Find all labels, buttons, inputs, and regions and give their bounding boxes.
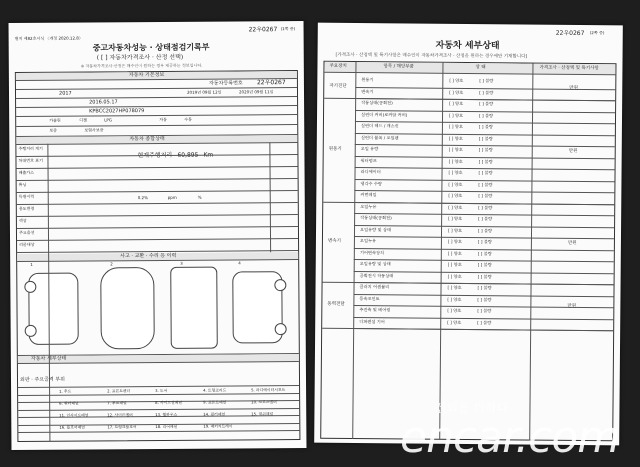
status-option: [ ] 양호	[447, 296, 462, 302]
part-label: 13. 휠하우스	[155, 411, 178, 418]
detail-item-label: 작동상태(공회전)	[360, 215, 392, 221]
basic-info-header: 자동차 기본정보	[128, 71, 165, 79]
car-diagram-top	[100, 267, 155, 349]
detail-item-label: 오일 유량	[360, 146, 379, 152]
summary-row-label: 색상	[18, 217, 27, 223]
detail-item-label: 추진축 및 베어링	[359, 307, 391, 313]
detail-item-label: 라디에이터	[360, 169, 381, 175]
summary-row-label: 용도변경	[18, 205, 35, 211]
detail-item-label: 실린더 블록 / 오일팬	[360, 134, 399, 140]
car-label-3: 3	[180, 260, 183, 266]
first-registration: 2016.05.17	[89, 99, 118, 106]
summary-row-label: 리콜대상	[19, 241, 35, 247]
status-option: [ ] 양호	[447, 238, 462, 244]
status-option: [ ] 불량	[478, 204, 493, 210]
detail-item-label: 오일유량 및 상태	[360, 226, 392, 232]
summary-row-label: 특별이력	[18, 193, 35, 199]
warranty-option-0: 보증	[49, 127, 58, 133]
car-label-2: 2	[110, 261, 113, 267]
odometer-unit: Km	[203, 151, 214, 159]
remarks-unit: 만원	[568, 148, 578, 154]
detail-item-label: 오일누유	[359, 238, 377, 244]
car-label-4: 4	[238, 260, 241, 266]
accident-header: 사고 · 교환 · 수리 등 이력	[120, 252, 177, 260]
status-option: [ ] 양호	[448, 158, 463, 164]
trans-option-1: 수동	[184, 116, 192, 122]
check-date-1: 2019년 09월 12일	[186, 89, 222, 95]
bottom-header: 자동차 세부상태	[30, 355, 67, 362]
part-label: 17. 트렁크플로어	[107, 424, 137, 430]
part-label: 10. 크로스멤버	[251, 399, 277, 405]
summary-header: 자동차 종합상태	[129, 135, 165, 143]
part-label: 14. 필러패널	[203, 411, 226, 417]
detail-rows	[318, 23, 623, 26]
options-header: 외판 · 주요골격 부위	[19, 376, 66, 383]
status-option: [ ] 불량	[477, 296, 492, 302]
status-option: [ ] 불량	[477, 319, 492, 325]
warranty-option-1: 보험사보증	[84, 127, 104, 133]
part-label: 12. 사이드멤버	[107, 412, 133, 418]
detail-title: 자동차 세부상태	[435, 40, 500, 52]
plate-label: 자동차등록번호	[208, 80, 243, 87]
detail-item-label: 냉각수 수량	[360, 180, 383, 186]
group-label: 동력전달	[327, 301, 345, 307]
status-option: [ ] 불량	[478, 158, 493, 164]
status-option: [ ] 양호	[448, 135, 463, 141]
status-option: [ ] 양호	[449, 89, 464, 95]
part-label: 7. 루프패널	[107, 400, 127, 406]
inspection-record-page-2	[314, 23, 623, 446]
summary-table	[9, 21, 304, 23]
status-option: [ ] 불량	[477, 308, 492, 314]
part-label: 15. 대쉬패널	[251, 411, 274, 417]
status-option: [ ] 불량	[478, 227, 493, 233]
status-option: [ ] 불량	[477, 273, 492, 279]
detail-item-label: 워터펌프	[360, 157, 377, 163]
gas-value-2: %	[197, 194, 202, 200]
summary-row-label: 주요옵션	[18, 229, 35, 235]
status-option: [ ] 양호	[448, 215, 463, 221]
status-option: [ ] 불량	[477, 250, 492, 256]
trans-option-0: 자동	[159, 116, 167, 122]
status-option: [ ] 양호	[448, 192, 463, 198]
part-label: 4. 트렁크리드	[203, 387, 227, 393]
vin: KPBCC2027HP078079	[89, 108, 145, 115]
note: ※ 자동차가격조사·산정은 매수인이 원하는 경우 제공하는 정보입니다.	[80, 62, 203, 69]
car-diagram-side-left	[28, 273, 79, 345]
watermark-tagline: 신뢰를 더하다	[435, 401, 509, 415]
status-option: [ ] 불량	[477, 262, 492, 268]
status-option: [ ] 불량	[478, 193, 493, 199]
detail-item-label: 공회전시 작동상태	[359, 272, 394, 278]
car-label-1: 1	[30, 261, 33, 267]
fuel-option-0: 가솔린	[49, 117, 61, 123]
col-header-2: 상 태	[475, 65, 486, 71]
part-label: 9. 프론트패널	[203, 399, 227, 405]
status-option: [ ] 불량	[479, 78, 494, 84]
summary-row-label: 배출가스	[18, 169, 35, 175]
summary-row-label: 주행거리 계기	[18, 145, 43, 151]
detail-item-label: 실린더 헤드 / 개스킷	[360, 123, 399, 129]
status-option: [ ] 양호	[447, 284, 462, 290]
status-option: [ ] 불량	[478, 181, 493, 187]
status-option: [ ] 불량	[479, 89, 494, 95]
group-label: 원동기	[328, 146, 342, 152]
remarks-unit: 만원	[569, 85, 579, 91]
summary-row-label: 튜닝	[18, 181, 27, 187]
odometer-label: 현재주행거리	[137, 151, 173, 160]
part-label: 19. 패키지트레이	[203, 423, 233, 429]
status-option: [ ] 양호	[448, 146, 463, 152]
detail-item-label: 원동기	[361, 77, 374, 83]
status-option: [ ] 양호	[448, 123, 463, 129]
part-label: 18. 리어패널	[155, 423, 178, 430]
summary-row-label: 차대번호 표기	[18, 157, 43, 163]
status-option: [ ] 양호	[447, 319, 462, 325]
status-option: [ ] 양호	[449, 77, 464, 83]
part-label: 3. 도어	[155, 387, 168, 394]
detail-item-label: 오일유량 및 상태	[359, 261, 391, 267]
part-label: 16. 플로어패널	[59, 424, 85, 430]
part-label: 11. 인사이드패널	[59, 412, 89, 418]
detail-item-label: 커먼레일	[360, 192, 377, 198]
col-header-1: 항목 / 해당부품	[383, 64, 414, 70]
parts-grid	[9, 21, 304, 23]
remarks-unit: 만원	[567, 240, 577, 246]
part-label: 6. 쿼터패널	[59, 400, 79, 406]
detail-item-label: 실린더 커버(로커암 커버)	[361, 111, 408, 117]
status-option: [ ] 불량	[478, 147, 493, 153]
detail-item-label: 작동상태(공회전)	[361, 100, 393, 106]
part-label: 2. 프론트펜더	[107, 388, 131, 394]
status-option: [ ] 양호	[449, 100, 464, 106]
status-option: [ ] 양호	[448, 169, 463, 175]
detail-item-label: 변속기	[361, 88, 374, 94]
status-option: [ ] 양호	[448, 204, 463, 210]
doc-tag-2: (2쪽 중)	[589, 30, 605, 36]
status-option: [ ] 양호	[449, 112, 464, 118]
remarks-unit: 만원	[567, 303, 577, 309]
status-option: [ ] 양호	[447, 261, 462, 267]
status-option: [ ] 불량	[479, 101, 494, 107]
col-header-3: 가격조사 · 산정액 및 특기사항	[539, 65, 599, 72]
encar-watermark: encar.com	[400, 412, 620, 463]
plate-number: 22우0267	[256, 79, 286, 87]
fuel-option-1: 디젤	[79, 117, 87, 123]
group-label: 변속기	[327, 238, 342, 244]
detail-subtitle: [가격조사 · 산정액 및 특기사항은 매수인이 자동차가격조사 · 산정을 원하는 경우에만 기재합니다]	[335, 52, 528, 60]
status-option: [ ] 불량	[478, 216, 493, 222]
form-number: 별지 제82호서식 〈개정 2020.12.8〉	[14, 35, 83, 41]
status-option: [ ] 양호	[448, 227, 463, 233]
detail-item-label: 클러치 어셈블리	[359, 284, 390, 290]
page-title: 중고자동차성능 · 상태점검기록부	[92, 42, 210, 53]
doc-number-2: 22우0267	[555, 29, 585, 38]
status-option: [ ] 양호	[447, 273, 462, 279]
check-date-2: 2020년 09월 11일	[238, 89, 274, 95]
model-year: 2017	[58, 90, 72, 97]
status-option: [ ] 불량	[477, 239, 492, 245]
detail-item-label: 기어변속장치	[359, 249, 385, 255]
detail-item-label: 오일누유	[360, 203, 377, 209]
detail-item-label: 디퍼렌셜 기어	[359, 318, 385, 324]
status-option: [ ] 불량	[478, 170, 493, 176]
status-option: [ ] 양호	[447, 307, 462, 313]
part-label: 1. 후드	[59, 388, 72, 394]
car-diagram-frame	[170, 267, 218, 349]
inspection-record-page-1	[9, 21, 307, 450]
part-label: 8. 사이드실패널	[155, 399, 183, 406]
fuel-option-2: LPG	[104, 117, 112, 123]
part-label: 5. 라디에이터서포트	[251, 387, 286, 393]
gas-value-1: ppm	[167, 194, 177, 200]
col-header-0: 주요장치	[329, 63, 347, 69]
status-option: [ ] 양호	[448, 181, 463, 187]
status-option: [ ] 불량	[479, 112, 494, 118]
doc-tag: (1쪽 중)	[280, 26, 296, 32]
page-subtitle: ( [ ] 자동차가격조사 · 산정 선택)	[96, 53, 184, 62]
status-option: [ ] 불량	[478, 135, 493, 141]
status-option: [ ] 불량	[477, 285, 492, 291]
detail-item-label: 등속조인트	[359, 295, 380, 301]
doc-number: 22우0267	[248, 26, 278, 34]
group-label: 자기진단	[329, 83, 347, 89]
status-option: [ ] 불량	[478, 124, 493, 130]
status-option: [ ] 양호	[447, 250, 462, 256]
gas-value-0: 0.2%	[137, 195, 148, 201]
odometer-value: 60,895	[177, 151, 199, 159]
